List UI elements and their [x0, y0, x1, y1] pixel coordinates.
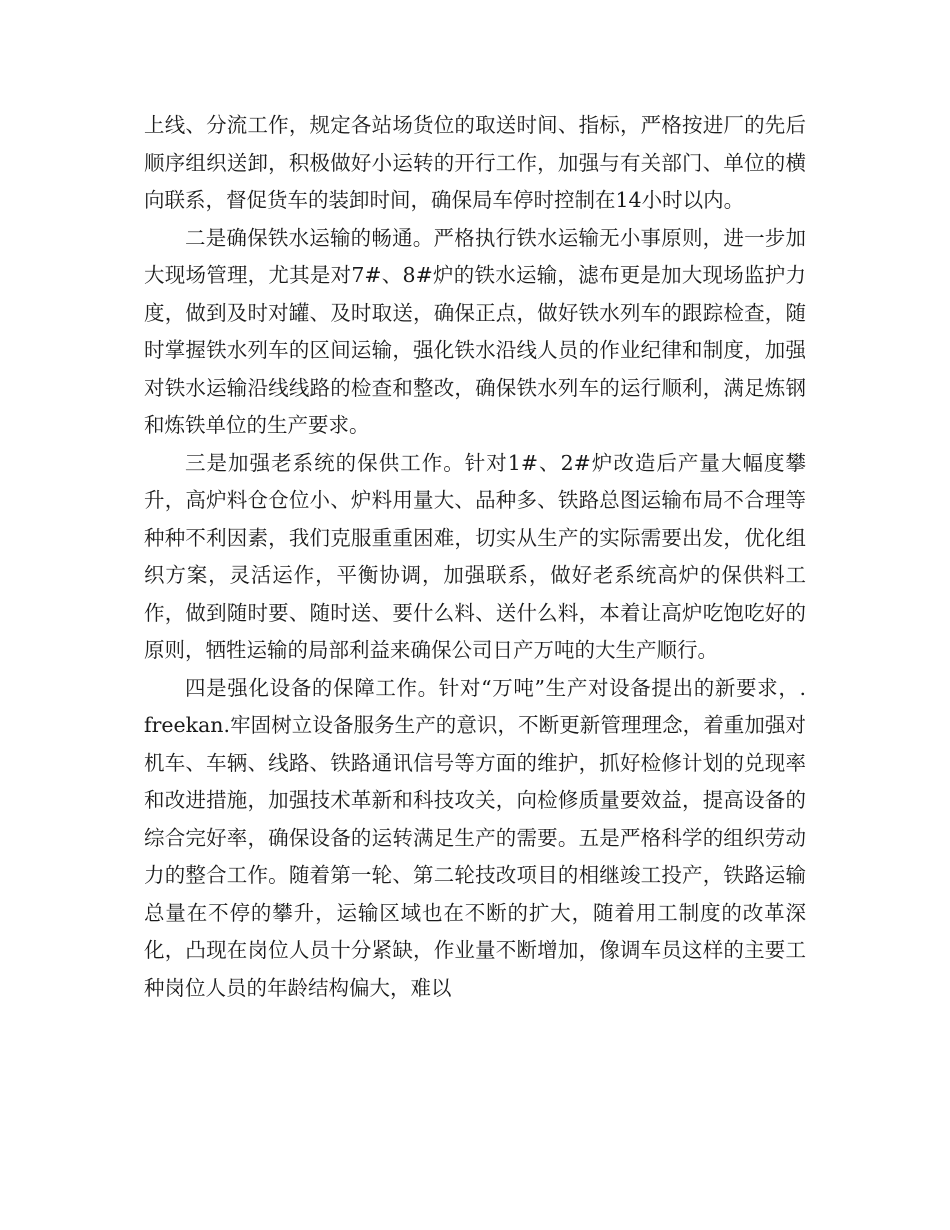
document-body — [144, 107, 806, 1007]
paragraph-continuation: 上线、分流工作，规定各站场货位的取送时间、指标，严格按进厂的先后顺序组织送卸，积极做好小运转的开行工作，加强与有关部门、单位的横向联系，督促货车的装卸时间，确保局车停时控制在14小时以内。 — [144, 113, 806, 212]
paragraph-iron-water-transport: 二是确保铁水运输的畅通。严格执行铁水运输无小事原则，进一步加大现场管理，尤其是对7#、8#炉的铁水运输，滤布更是加大现场监护力度，做到及时对罐、及时取送，确保正点，做好铁水列车的跟踪检查，随时掌握铁水列车的区间运输，强化铁水沿线人员的作业纪律和制度，加强对铁水运输沿线线路的检查和整改，确保铁水列车的运行顺利，满足炼钢和炼铁单位的生产要求。 — [144, 225, 806, 437]
paragraph-old-system-supply: 三是加强老系统的保供工作。针对1#、2#炉改造后产量大幅度攀升，高炉料仓仓位小、炉料用量大、品种多、铁路总图运输布局不合理等种种不利因素，我们克服重重困难，切实从生产的实际需要出发，优化组织方案，灵活运作，平衡协调，加强联系，做好老系统高炉的保供料工作，做到随时要、随时送、要什么料、送什么料，本着让高炉吃饱吃好的原则，牺牲运输的局部利益来确保公司日产万吨的大生产顺行。 — [144, 450, 806, 662]
paragraph-equipment-guarantee: 四是强化设备的保障工作。针对“万吨”生产对设备提出的新要求，. freekan.牢固树立设备服务生产的意识，不断更新管理理念，着重加强对机车、车辆、线路、铁路通讯信号等方面的维护，抓好检修计划的兑现率和改进措施，加强技术革新和科技攻关，向检修质量要效益，提高设备的综合完好率，确保设备的运转满足生产的需要。五是严格科学的组织劳动力的整合工作。随着第一轮、第二轮技改项目的相继竣工投产，铁路运输总量在不停的攀升，运输区域也在不断的扩大，随着用工制度的改革深化，凸现在岗位人员十分紧缺，作业量不断增加，像调车员这样的主要工种岗位人员的年龄结构偏大，难以 — [144, 675, 806, 1000]
